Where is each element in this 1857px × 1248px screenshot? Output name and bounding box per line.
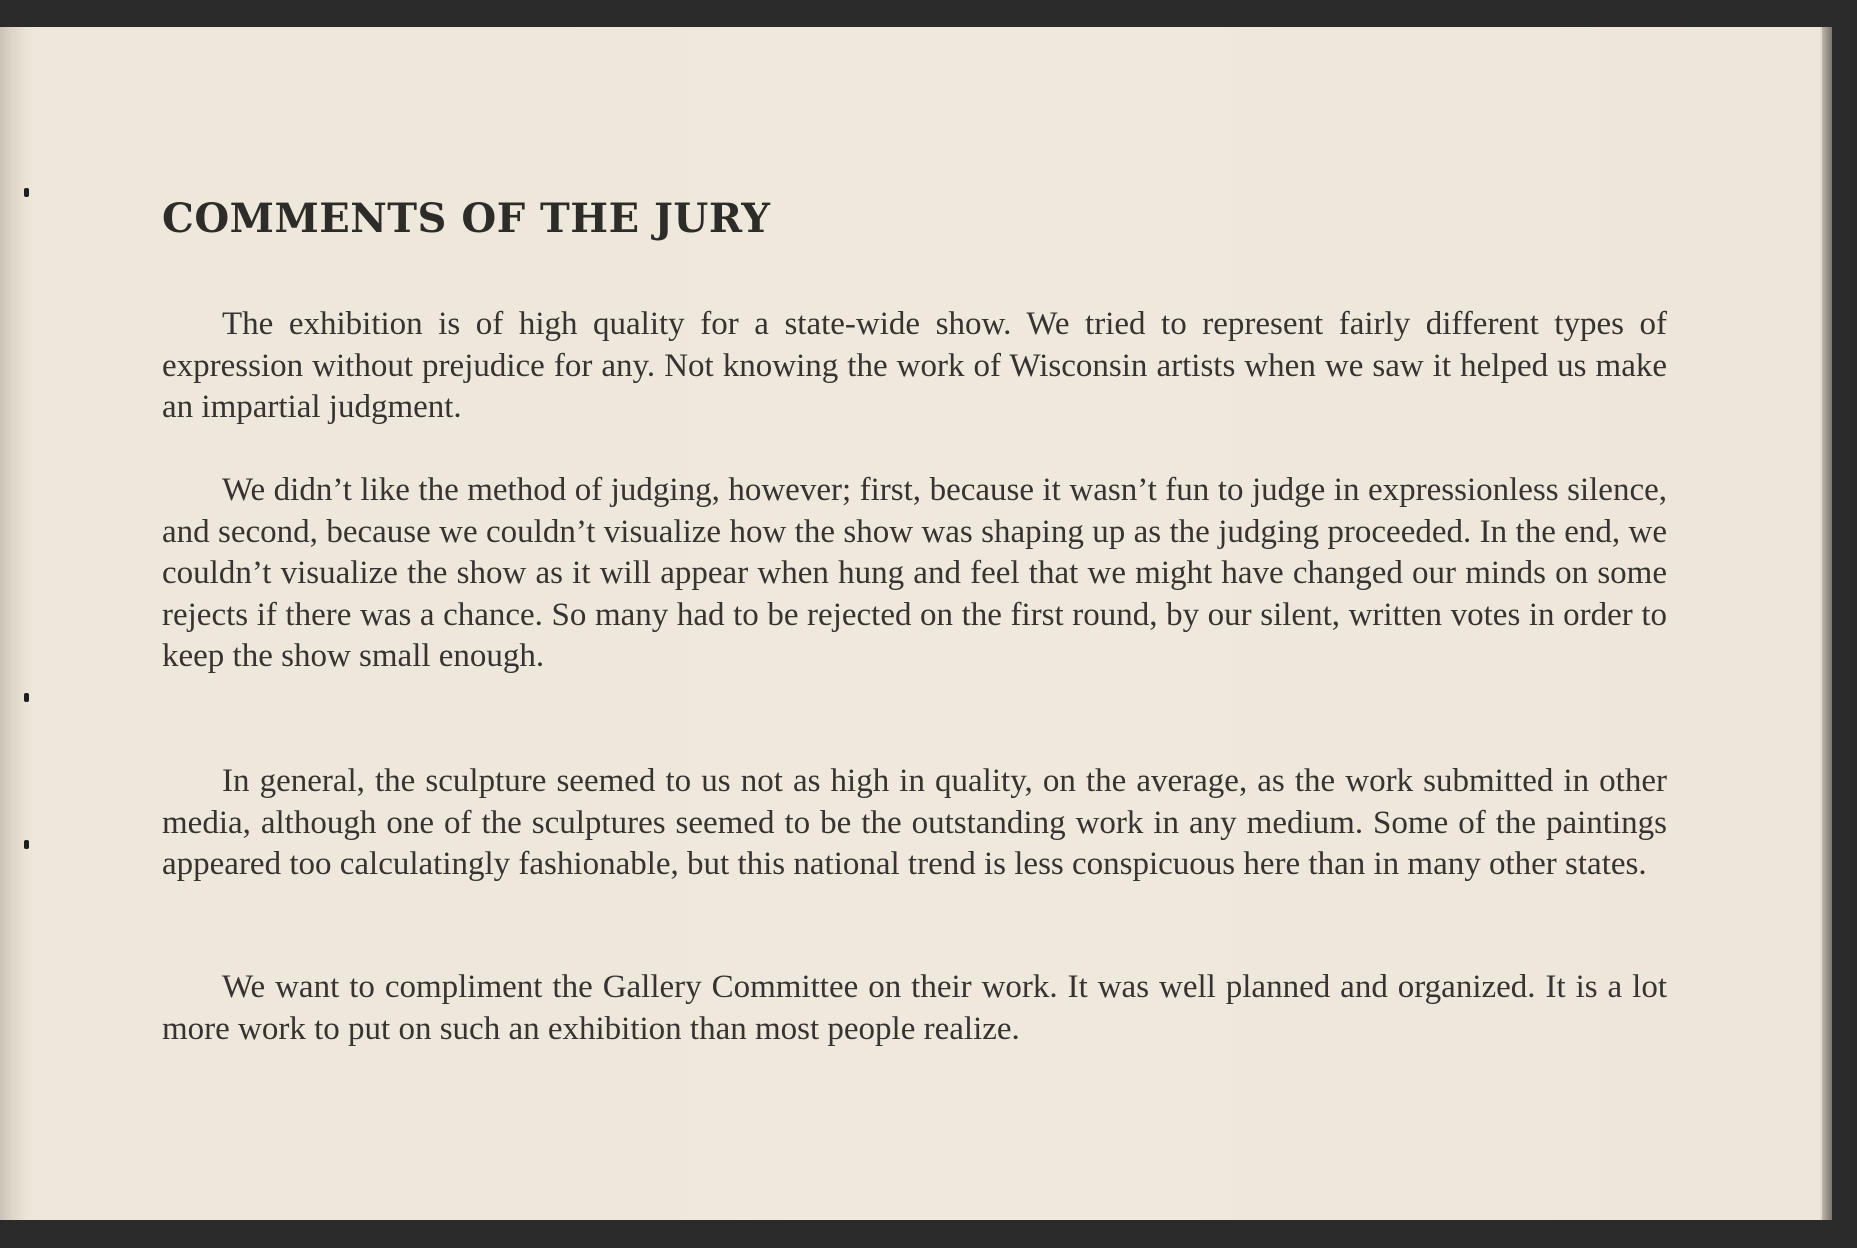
paragraph: We want to compliment the Gallery Committee on their work. It was well planned and organized. It is a lot more work to put on such an exhibition than most people realize.: [162, 969, 1667, 1047]
binding-gutter: [0, 27, 26, 1220]
paragraph: We didn’t like the method of judging, however; first, because it wasn’t fun to judge in expressionless silence, and second, because we couldn’t visualize how the show was shaping up as the judging proceeded. In the end, we couldn’t visualize the show as it will appear when hung and feel that we might have changed our minds on some rejects if there was a chance. So many had to be rejected on the first round, by our silent, written votes in order to keep the show small enough.: [162, 472, 1667, 674]
staple-mark: [24, 840, 29, 849]
staple-mark: [24, 188, 29, 197]
paragraph: The exhibition is of high quality for a state-wide show. We tried to represent fairly different types of expression without prejudice for any. Not knowing the work of Wisconsin artists when we saw it helped us make an impartial judgment.: [162, 306, 1667, 425]
page-title: COMMENTS OF THE JURY: [162, 195, 771, 242]
page-edge: [1822, 27, 1832, 1220]
paragraph: In general, the sculpture seemed to us not as high in quality, on the average, as the work submitted in other media, although one of the sculptures seemed to be the outstanding work in any medium. Some of the paintings appeared too calculatingly fashionable, but this national trend is less conspicuous here than in many other states.: [162, 763, 1667, 882]
staple-mark: [24, 693, 29, 702]
